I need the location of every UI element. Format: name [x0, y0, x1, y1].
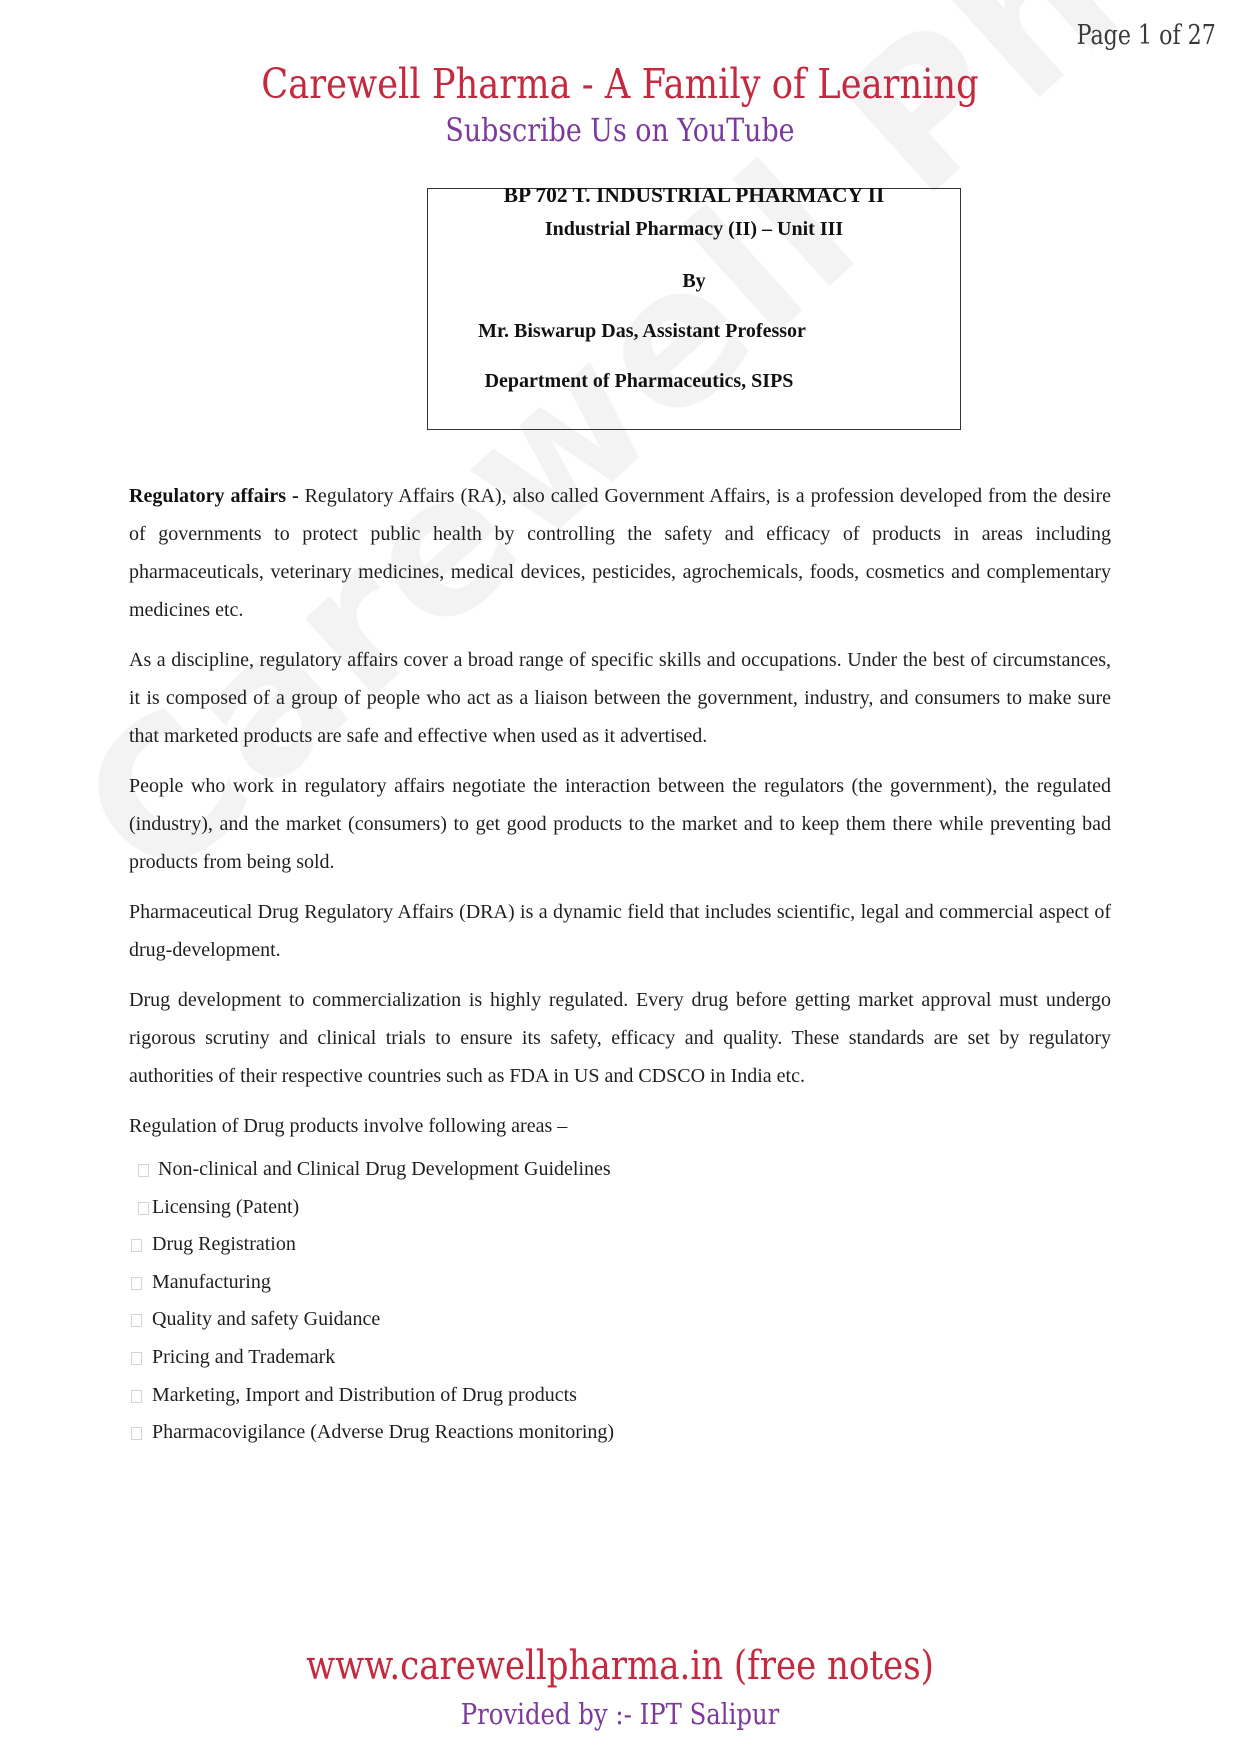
intro-paragraph	[129, 477, 1111, 629]
missing-glyph-bullet-icon	[131, 1427, 142, 1440]
page-number: Page 1 of 27	[1076, 20, 1216, 51]
course-title-box	[427, 183, 961, 430]
missing-glyph-bullet-icon	[138, 1164, 149, 1177]
missing-glyph-bullet-icon	[138, 1202, 149, 1215]
course-code-title: BP 702 T. INDUSTRIAL PHARMACY II	[503, 183, 885, 207]
paragraph: Pharmaceutical Drug Regulatory Affairs (DRA) is a dynamic field that includes scientific, legal and commercial aspect of drug-development.	[129, 901, 1111, 961]
intro-text: Regulatory Affairs (RA), also called Government Affairs, is a profession developed from the desire of governments to protect public health by controlling the safety and efficacy of products in areas including pharmaceuticals, veterinary medicines, medical devices, pesticides, agrochemicals, foods, cosmetics and complementary medicines etc.	[129, 485, 1111, 621]
list-item: Pricing and Trademark	[129, 1339, 1111, 1377]
author-name: Mr. Biswarup Das, Assistant Professor	[478, 320, 806, 342]
paragraph: Drug development to commercialization is highly regulated. Every drug before getting market approval must undergo rigorous scrutiny and clinical trials to ensure its safety, efficacy and quality. These standards are set by regulatory authorities of their respective countries such as FDA in US and CDSCO in India etc.	[129, 989, 1111, 1087]
unit-title: Industrial Pharmacy (II) – Unit III	[544, 218, 844, 240]
paragraph: People who work in regulatory affairs negotiate the interaction between the regulators (the government), the regulated (industry), and the market (consumers) to get good products to the market and to keep them there while preventing bad products from being sold.	[129, 775, 1111, 873]
missing-glyph-bullet-icon	[131, 1314, 142, 1327]
list-item: Drug Registration	[129, 1226, 1111, 1264]
by-label: By	[682, 270, 706, 292]
list-item: Licensing (Patent)	[129, 1189, 1111, 1227]
department-name: Department of Pharmaceutics, SIPS	[484, 370, 794, 392]
intro-term: Regulatory affairs -	[129, 485, 299, 507]
list-item: Quality and safety Guidance	[129, 1301, 1111, 1339]
paragraph: As a discipline, regulatory affairs cover a broad range of specific skills and occupations. Under the best of circumstances, it is composed of a group of people who act as a liaison between the government, industry, and consumers to make sure that marketed products are safe and effective when used as it advertised.	[129, 649, 1111, 747]
brand-title: Carewell Pharma - A Family of Learning	[261, 60, 979, 108]
list-item: Marketing, Import and Distribution of Drug products	[129, 1377, 1111, 1415]
footer-website-link[interactable]: www.carewellpharma.in (free notes)	[306, 1643, 934, 1689]
list-item: Manufacturing	[129, 1264, 1111, 1302]
footer-provided-by: Provided by :- IPT Salipur	[460, 1697, 780, 1731]
missing-glyph-bullet-icon	[131, 1239, 142, 1252]
missing-glyph-bullet-icon	[131, 1277, 142, 1290]
document-body	[129, 477, 1111, 1452]
list-item: Pharmacovigilance (Adverse Drug Reactions monitoring)	[129, 1414, 1111, 1452]
missing-glyph-bullet-icon	[131, 1390, 142, 1403]
list-intro: Regulation of Drug products involve following areas –	[129, 1115, 568, 1137]
subscribe-youtube-text: Subscribe Us on YouTube	[445, 111, 795, 149]
regulation-areas-list	[129, 1151, 1111, 1452]
list-item: Non-clinical and Clinical Drug Development Guidelines	[129, 1151, 1111, 1189]
missing-glyph-bullet-icon	[131, 1352, 142, 1365]
